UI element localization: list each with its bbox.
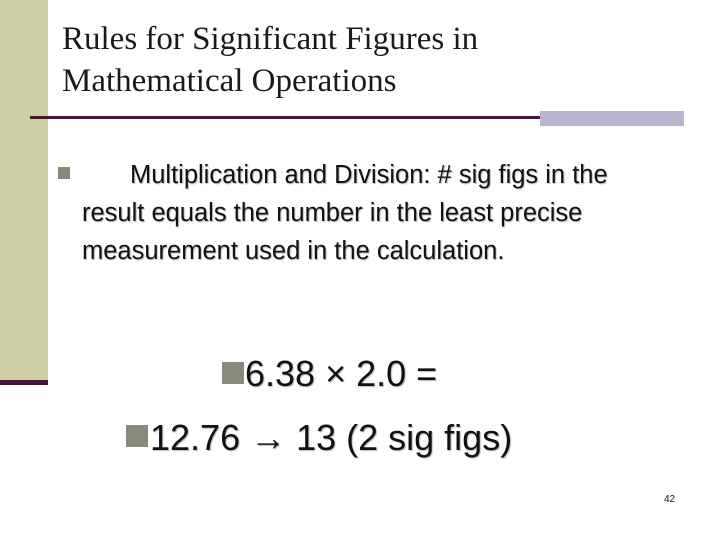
title-line-1: Rules for Significant Figures in xyxy=(62,21,479,57)
slide-title xyxy=(62,18,682,102)
equation-line-2: 12.76 → 13 (2 sig figs) xyxy=(150,417,513,458)
square-bullet-icon xyxy=(222,362,244,384)
title-accent-block xyxy=(540,111,684,126)
left-decorative-band xyxy=(0,0,48,385)
page-number: 42 xyxy=(664,494,676,505)
bullet-text: Multiplication and Division: # sig figs in the result equals the number in the least precise measurement used in the calculation. xyxy=(82,161,608,265)
square-bullet-icon xyxy=(58,167,70,179)
title-underline xyxy=(30,116,540,119)
left-band-cap xyxy=(0,380,48,385)
equation-line-1: 6.38 × 2.0 = xyxy=(245,353,438,394)
title-line-2: Mathematical Operations xyxy=(62,63,397,99)
square-bullet-icon xyxy=(126,425,148,447)
